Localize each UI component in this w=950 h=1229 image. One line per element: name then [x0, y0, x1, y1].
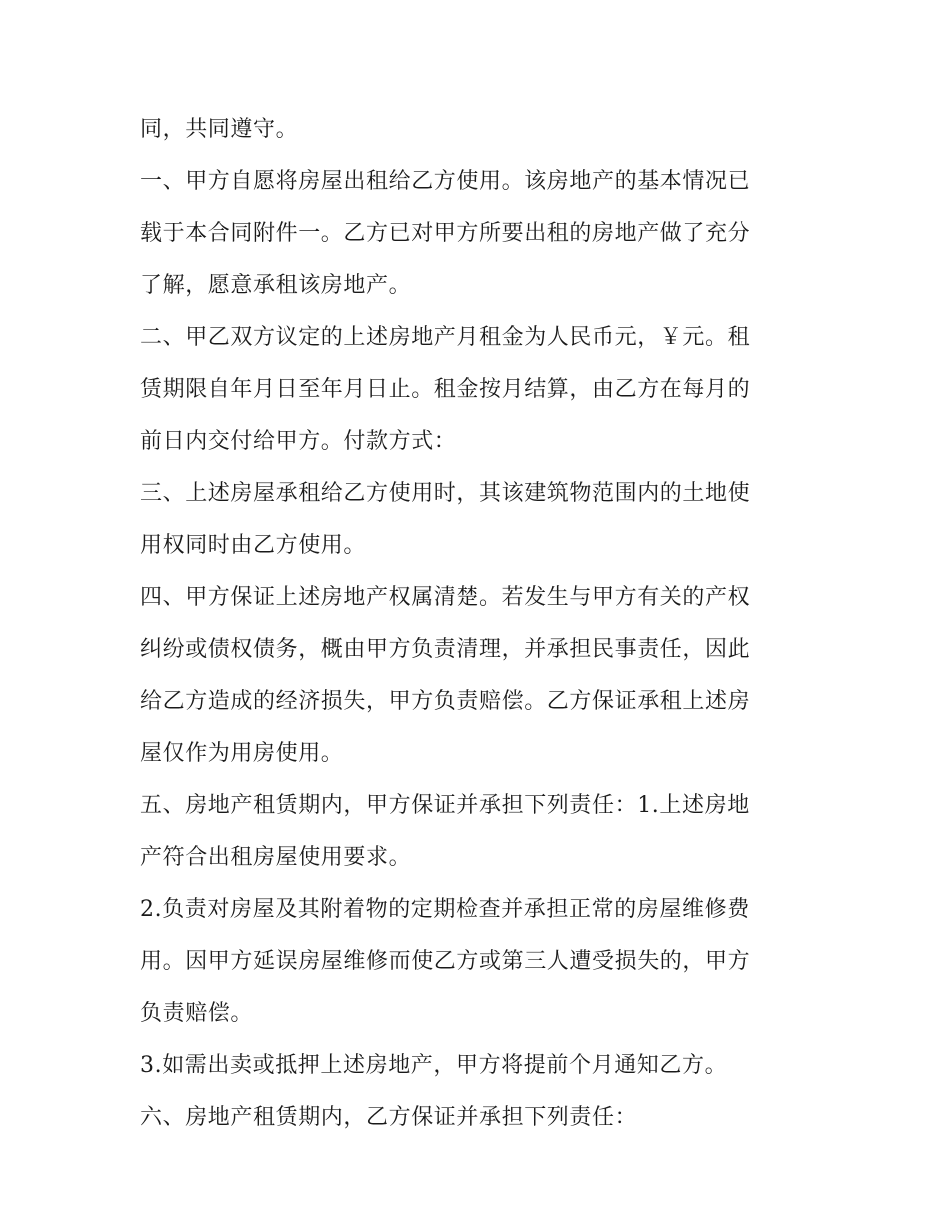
text-line: 给乙方造成的经济损失，甲方负责赔偿。乙方保证承租上述房: [140, 689, 751, 714]
text-line: 前日内交付给甲方。付款方式：: [140, 429, 457, 454]
text-line: 纠纷或债权债务，概由甲方负责清理，并承担民事责任，因此: [140, 637, 751, 662]
text-line: 用权同时由乙方使用。: [140, 533, 367, 558]
text-line: 屋仅作为用房使用。: [140, 741, 344, 766]
text-line: 赁期限自年月日至年月日止。租金按月结算，由乙方在每月的: [140, 377, 751, 402]
text-line: 了解，愿意承租该房地产。: [140, 273, 412, 298]
text-line: 3.如需出卖或抵押上述房地产，甲方将提前个月通知乙方。: [140, 1053, 728, 1078]
text-line: 六、房地产租赁期内，乙方保证并承担下列责任：: [140, 1105, 638, 1130]
text-line: 一、甲方自愿将房屋出租给乙方使用。该房地产的基本情况已: [140, 169, 751, 194]
text-line: 三、上述房屋承租给乙方使用时，其该建筑物范围内的土地使: [140, 481, 751, 506]
text-line: 二、甲乙双方议定的上述房地产月租金为人民币元，￥元。租: [140, 325, 751, 350]
text-line: 用。因甲方延误房屋维修而使乙方或第三人遭受损失的，甲方: [140, 949, 751, 974]
text-line: 2.负责对房屋及其附着物的定期检查并承担正常的房屋维修费: [140, 897, 750, 922]
text-line: 五、房地产租赁期内，甲方保证并承担下列责任：1.上述房地: [140, 793, 750, 818]
text-line: 负责赔偿。: [140, 1001, 254, 1026]
text-line: 载于本合同附件一。乙方已对甲方所要出租的房地产做了充分: [140, 221, 751, 246]
document-body: [140, 104, 820, 1144]
text-line: 同，共同遵守。: [140, 117, 299, 142]
text-line: 产符合出租房屋使用要求。: [140, 845, 412, 870]
text-line: 四、甲方保证上述房地产权属清楚。若发生与甲方有关的产权: [140, 585, 751, 610]
